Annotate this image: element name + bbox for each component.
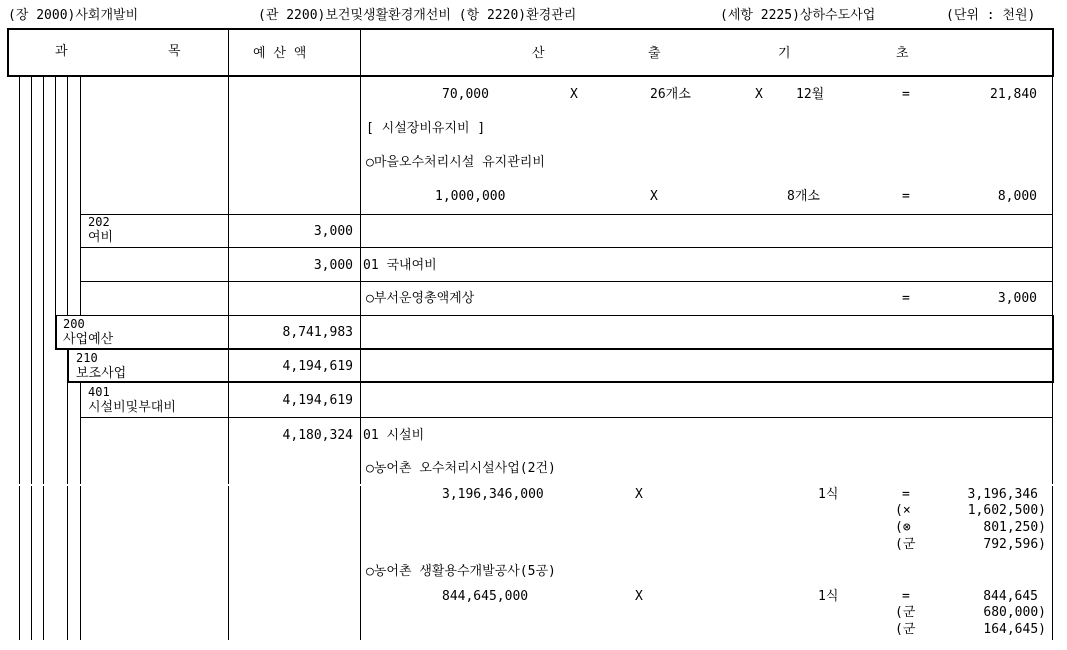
water-equals: = xyxy=(902,589,910,604)
domestic-travel-label: 01 국내여비 xyxy=(363,258,437,273)
r1-total: 21,840 xyxy=(990,87,1037,102)
r1-unit-price: 70,000 xyxy=(442,87,489,102)
travel-code: 202 xyxy=(88,215,110,229)
sewage-sub3-value: 792,596) xyxy=(983,537,1046,552)
project-name: 사업예산 xyxy=(63,332,114,347)
header-calc-4: 초 xyxy=(896,46,909,61)
water-amount: 844,645,000 xyxy=(442,589,529,604)
r1-times: X xyxy=(570,87,578,102)
facility-name: 시설비및부대비 xyxy=(88,400,176,415)
sewage-total: 3,196,346 xyxy=(967,487,1038,502)
jang-label: (장 2000)사회개발비 xyxy=(8,8,139,23)
water-total: 844,645 xyxy=(983,589,1038,604)
sewage-sub1-value: 1,602,500) xyxy=(967,503,1046,518)
equipment-maint-heading: [ 시설장비유지비 ] xyxy=(366,121,486,136)
travel-name: 여비 xyxy=(88,230,114,245)
water-project-title: ○농어촌 생활용수개발공사(5공) xyxy=(366,564,556,579)
facility-cost-label: 01 시설비 xyxy=(363,428,425,443)
water-sub1-mark: (군 xyxy=(895,605,916,620)
facility-detail-budget: 4,180,324 xyxy=(282,428,353,443)
r4-count: 8개소 xyxy=(787,189,820,204)
r1-equals: = xyxy=(902,87,910,102)
sewage-equals: = xyxy=(902,487,910,502)
water-unit: 1식 xyxy=(818,589,839,604)
dept-operating-item: ○부서운영총액계상 xyxy=(366,291,475,306)
travel-detail-budget: 3,000 xyxy=(313,258,353,273)
sewage-sub2-value: 801,250) xyxy=(983,520,1046,535)
r4-total: 8,000 xyxy=(997,189,1037,204)
header-budget: 예 산 액 xyxy=(253,46,307,61)
facility-code: 401 xyxy=(88,385,110,399)
sewage-sub3-mark: (군 xyxy=(895,537,916,552)
r1-months: 12월 xyxy=(796,87,825,102)
header-calc-1: 산 xyxy=(532,46,545,61)
header-calc-2: 출 xyxy=(648,46,661,61)
sewage-project-title: ○농어촌 오수처리시설사업(2건) xyxy=(366,461,556,476)
r4-equals: = xyxy=(902,189,910,204)
unit-label: (단위 : 천원) xyxy=(946,8,1036,23)
r4-unit-price: 1,000,000 xyxy=(435,189,506,204)
project-budget: 8,741,983 xyxy=(282,325,353,340)
sehang-label: (세항 2225)상하수도사업 xyxy=(720,8,876,23)
sewage-sub1-mark: (× xyxy=(895,503,911,518)
water-times: X xyxy=(635,589,643,604)
r1-times-2: X xyxy=(755,87,763,102)
r4-times: X xyxy=(650,189,658,204)
water-sub2-mark: (군 xyxy=(895,622,916,637)
travel-budget: 3,000 xyxy=(313,224,353,239)
travel-equals: = xyxy=(902,291,910,306)
header-mok: 목 xyxy=(168,44,181,59)
project-code: 200 xyxy=(63,317,85,331)
header-gwa: 과 xyxy=(55,44,68,59)
village-sewage-maint: ○마을오수처리시설 유지관리비 xyxy=(366,155,545,170)
facility-budget: 4,194,619 xyxy=(282,393,353,408)
water-sub1-value: 680,000) xyxy=(983,605,1046,620)
gwan-hang-label: (관 2200)보건및생활환경개선비 (항 2220)환경관리 xyxy=(258,8,577,23)
sewage-times: X xyxy=(635,487,643,502)
subsidy-budget: 4,194,619 xyxy=(282,359,353,374)
subsidy-name: 보조사업 xyxy=(76,366,127,381)
r1-count: 26개소 xyxy=(650,87,691,102)
water-sub2-value: 164,645) xyxy=(983,622,1046,637)
sewage-amount: 3,196,346,000 xyxy=(442,487,544,502)
sewage-sub2-mark: (⊗ xyxy=(895,520,911,535)
travel-total: 3,000 xyxy=(997,291,1037,306)
sewage-unit: 1식 xyxy=(818,487,839,502)
subsidy-code: 210 xyxy=(76,351,98,365)
header-calc-3: 기 xyxy=(778,46,791,61)
